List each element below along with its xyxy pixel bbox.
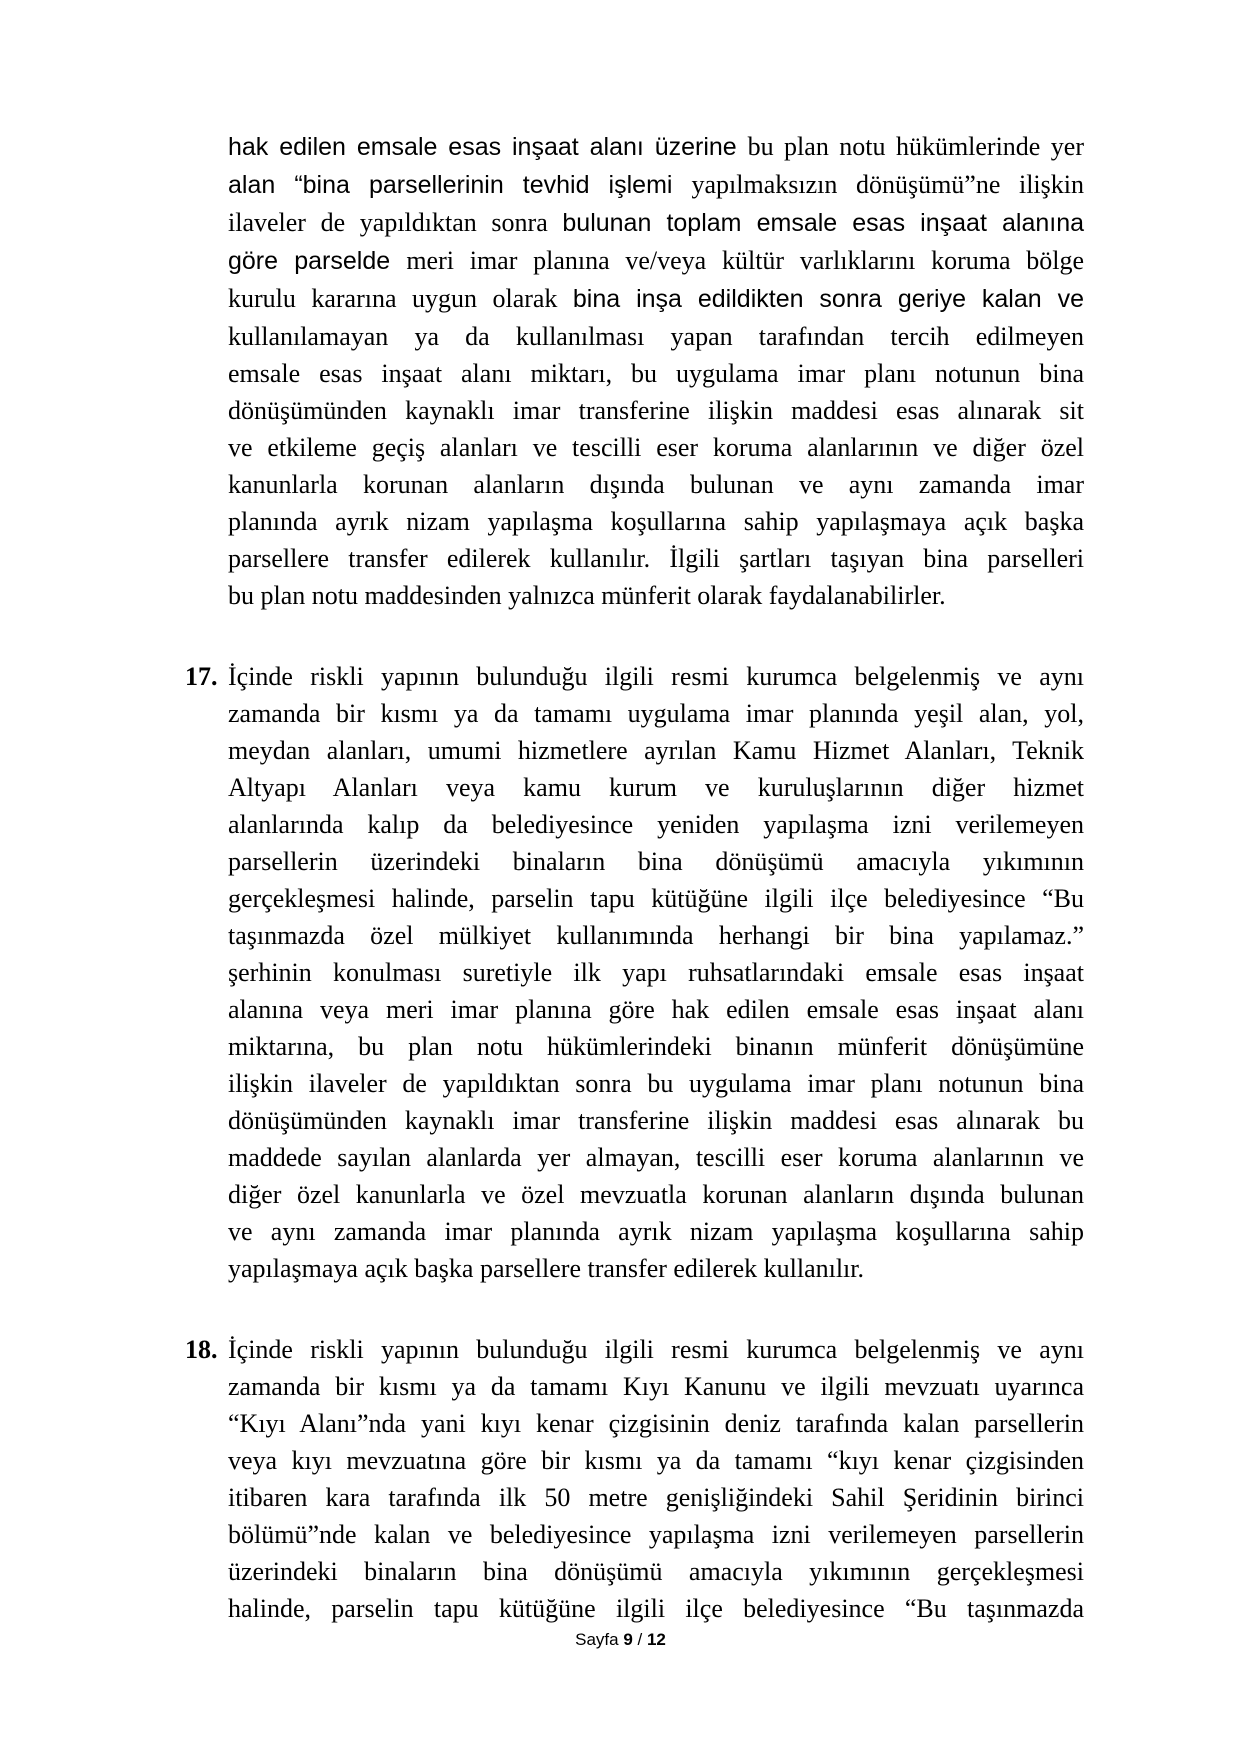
text-line — [228, 954, 1084, 991]
text-line — [228, 392, 1084, 429]
text-line — [228, 166, 1084, 204]
text-segment: meydan alanları, umumi hizmetlere ayrılan Kamu Hizmet Alanları, Teknik — [228, 736, 1084, 765]
paragraph-17 — [185, 658, 1084, 1287]
paragraph-continuation — [228, 128, 1084, 614]
text-segment: göre parselde — [228, 247, 407, 275]
text-line — [228, 769, 1084, 806]
text-segment: ve aynı zamanda imar planında ayrık nizam yapılaşma koşullarına sahip — [228, 1217, 1084, 1246]
text-segment: zamanda bir kısmı ya da tamamı uygulama imar planında yeşil alan, yol, — [228, 699, 1084, 728]
text-segment: Altyapı Alanları veya kamu kurum ve kuruluşlarının diğer hizmet — [228, 773, 1084, 802]
text-segment: itibaren kara tarafında ilk 50 metre genişliğindeki Sahil Şeridinin birinci — [228, 1483, 1084, 1512]
footer-page-number: 12 — [646, 1630, 666, 1649]
text-segment: alanına veya meri imar planına göre hak edilen emsale esas inşaat alanı — [228, 995, 1084, 1024]
footer-page-number: 9 — [623, 1630, 633, 1649]
text-segment: dönüşümünden kaynaklı imar transferine ilişkin maddesi esas alınarak bu — [228, 1106, 1084, 1135]
text-line — [228, 1176, 1084, 1213]
text-line — [228, 843, 1084, 880]
text-segment: dönüşümünden kaynaklı imar transferine ilişkin maddesi esas alınarak sit — [228, 396, 1084, 425]
text-line — [228, 732, 1084, 769]
text-line — [228, 1405, 1084, 1442]
text-line — [228, 658, 1084, 695]
paragraph-number: 17. — [185, 662, 218, 691]
text-line — [228, 280, 1084, 318]
text-segment: bu plan notu maddesinden yalnızca münferit olarak faydalanabilirler. — [228, 581, 946, 610]
footer-label: Sayfa — [575, 1630, 624, 1649]
text-segment: diğer özel kanunlarla ve özel mevzuatla korunan alanların dışında bulunan — [228, 1180, 1084, 1209]
page-footer — [0, 1630, 1241, 1650]
text-segment: yapılaşmaya açık başka parsellere transfer edilerek kullanılır. — [228, 1254, 864, 1283]
text-line — [228, 1553, 1084, 1590]
text-segment: kullanılamayan ya da kullanılması yapan tarafından tercih edilmeyen — [228, 322, 1084, 351]
text-segment: emsale esas inşaat alanı miktarı, bu uygulama imar planı notunun bina — [228, 359, 1084, 388]
text-segment: alanlarında kalıp da belediyesince yeniden yapılaşma izni verilemeyen — [228, 810, 1084, 839]
text-line — [228, 1028, 1084, 1065]
text-segment: bulunan toplam emsale esas inşaat alanına — [562, 209, 1085, 237]
paragraph-18 — [185, 1331, 1084, 1627]
text-segment: bölümü”nde kalan ve belediyesince yapılaşma izni verilemeyen parsellerin — [228, 1520, 1084, 1549]
text-block — [185, 128, 1085, 1627]
text-segment: veya kıyı mevzuatına göre bir kısmı ya da tamamı “kıyı kenar çizgisinden — [228, 1446, 1084, 1475]
text-line — [228, 1368, 1084, 1405]
text-segment: taşınmazda özel mülkiyet kullanımında herhangi bir bina yapılamaz.” — [228, 921, 1084, 950]
text-segment: meri imar planına ve/veya kültür varlıklarını koruma bölge — [406, 246, 1085, 275]
text-segment: ilişkin ilaveler de yapıldıktan sonra bu uygulama imar planı notunun bina — [228, 1069, 1084, 1098]
text-segment: miktarına, bu plan notu hükümlerindeki binanın münferit dönüşümüne — [228, 1032, 1084, 1061]
text-line — [228, 1479, 1084, 1516]
text-line — [228, 880, 1084, 917]
text-line — [228, 806, 1084, 843]
text-line — [228, 318, 1084, 355]
text-segment: İçinde riskli yapının bulunduğu ilgili resmi kurumca belgelenmiş ve aynı — [228, 662, 1084, 691]
text-segment: yapılmaksızın dönüşümü”ne ilişkin — [691, 170, 1084, 199]
text-line — [228, 695, 1084, 732]
text-segment: İçinde riskli yapının bulunduğu ilgili resmi kurumca belgelenmiş ve aynı — [228, 1335, 1084, 1364]
text-segment: ve etkileme geçiş alanları ve tescilli eser koruma alanlarının ve diğer özel — [228, 433, 1084, 462]
text-segment: halinde, parselin tapu kütüğüne ilgili ilçe belediyesince “Bu taşınmazda — [228, 1594, 1084, 1623]
footer-label: / — [632, 1630, 647, 1649]
text-segment: bina inşa edildikten sonra geriye kalan ve — [572, 285, 1084, 313]
text-segment: hak edilen emsale esas inşaat alanı üzerine — [228, 133, 748, 161]
text-segment: alan “bina parsellerinin tevhid işlemi — [228, 171, 692, 199]
text-line — [228, 1250, 1084, 1287]
text-line — [228, 128, 1084, 166]
text-line — [228, 1213, 1084, 1250]
text-segment: üzerindeki binaların bina dönüşümü amacıyla yıkımının gerçekleşmesi — [228, 1557, 1084, 1586]
text-line — [228, 1331, 1084, 1368]
text-line — [228, 1590, 1084, 1627]
text-line — [228, 1516, 1084, 1553]
paragraph-number: 18. — [185, 1335, 218, 1364]
text-segment: planında ayrık nizam yapılaşma koşullarına sahip yapılaşmaya açık başka — [228, 507, 1084, 536]
text-segment: parsellere transfer edilerek kullanılır. İlgili şartları taşıyan bina parselleri — [228, 544, 1084, 573]
text-line — [228, 242, 1084, 280]
text-line — [228, 355, 1084, 392]
text-segment: maddede sayılan alanlarda yer almayan, tescilli eser koruma alanlarının ve — [228, 1143, 1084, 1172]
text-segment: “Kıyı Alanı”nda yani kıyı kenar çizgisinin deniz tarafında kalan parsellerin — [228, 1409, 1084, 1438]
text-line — [228, 1442, 1084, 1479]
text-segment: kanunlarla korunan alanların dışında bulunan ve aynı zamanda imar — [228, 470, 1084, 499]
text-segment: ilaveler de yapıldıktan sonra — [228, 208, 563, 237]
text-segment: zamanda bir kısmı ya da tamamı Kıyı Kanunu ve ilgili mevzuatı uyarınca — [228, 1372, 1084, 1401]
text-line — [228, 577, 1084, 614]
text-segment: parsellerin üzerindeki binaların bina dönüşümü amacıyla yıkımının — [228, 847, 1084, 876]
text-line — [228, 1102, 1084, 1139]
text-line — [228, 1139, 1084, 1176]
text-line — [228, 917, 1084, 954]
text-line — [228, 503, 1084, 540]
text-line — [228, 466, 1084, 503]
text-segment: bu plan notu hükümlerinde yer — [747, 132, 1084, 161]
text-line — [228, 991, 1084, 1028]
text-segment: kurulu kararına uygun olarak — [228, 284, 573, 313]
text-segment: gerçekleşmesi halinde, parselin tapu kütüğüne ilgili ilçe belediyesince “Bu — [228, 884, 1084, 913]
text-line — [228, 1065, 1084, 1102]
text-segment: şerhinin konulması suretiyle ilk yapı ruhsatlarındaki emsale esas inşaat — [228, 958, 1084, 987]
text-line — [228, 429, 1084, 466]
text-line — [228, 204, 1084, 242]
text-line — [228, 540, 1084, 577]
